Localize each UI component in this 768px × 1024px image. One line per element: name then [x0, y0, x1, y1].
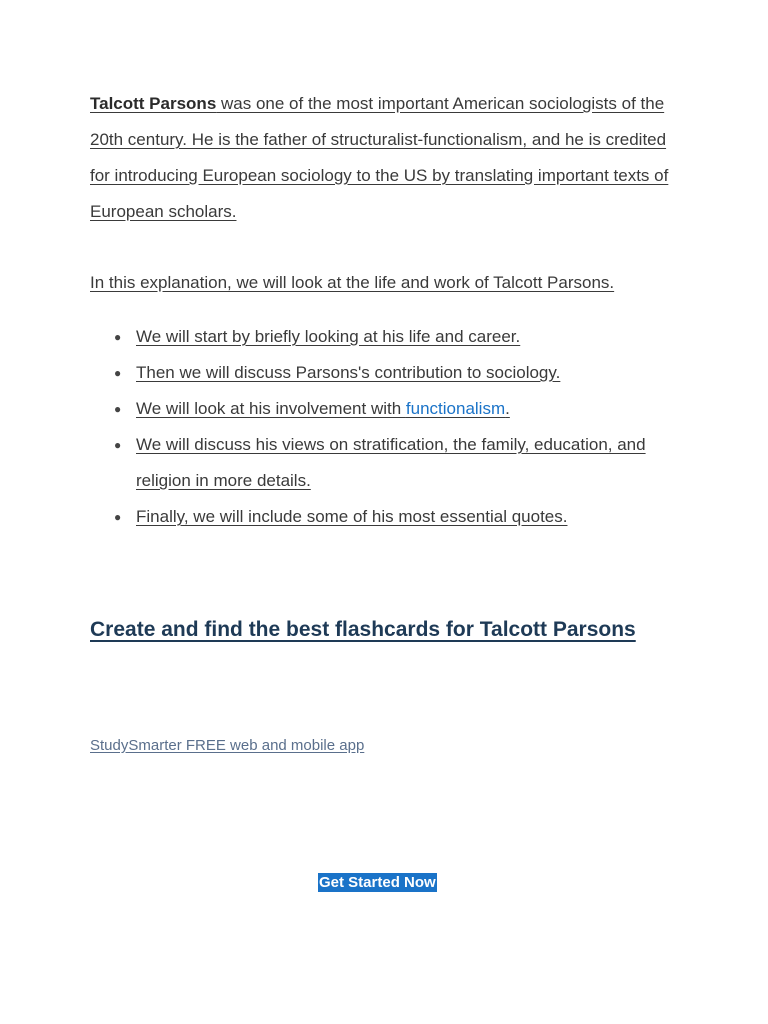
bullet-icon: ● — [114, 510, 122, 524]
bullet-icon: ● — [114, 330, 122, 344]
list-item — [90, 319, 690, 355]
list-item — [90, 355, 690, 391]
list-item-text: We will start by briefly looking at his life and career. — [136, 327, 521, 346]
list-item-text-start: We will look at his involvement with — [136, 399, 406, 418]
list-item-text — [136, 399, 510, 418]
intro-text: was one of the most important American sociologists of the 20th century. He is the father of structuralist-functionalism, and he is credited for introducing European sociology to the US by translating important texts of European scholars. — [90, 94, 669, 221]
bullet-icon: ● — [114, 438, 122, 452]
bullet-icon: ● — [114, 366, 122, 380]
subject-name: Talcott Parsons — [90, 94, 217, 113]
studysmarter-app-link[interactable]: StudySmarter FREE web and mobile app — [90, 737, 365, 754]
flashcards-heading[interactable]: Create and find the best flashcards for Talcott Parsons — [90, 618, 636, 641]
article-body — [90, 86, 690, 535]
intro-paragraph — [90, 86, 690, 230]
list-item — [90, 391, 690, 427]
list-item — [90, 427, 690, 499]
bullet-icon: ● — [114, 402, 122, 416]
list-item-text: We will discuss his views on stratification, the family, education, and religion in more details. — [136, 435, 646, 490]
list-item-text-end: . — [505, 399, 510, 418]
lead-paragraph: In this explanation, we will look at the life and work of Talcott Parsons. — [90, 273, 615, 292]
list-item-text: Finally, we will include some of his most essential quotes. — [136, 507, 568, 526]
outline-list — [90, 319, 690, 535]
list-item-text: Then we will discuss Parsons's contribution to sociology. — [136, 363, 561, 382]
functionalism-link[interactable]: functionalism — [405, 399, 506, 418]
get-started-button[interactable]: Get Started Now — [319, 874, 436, 891]
list-item — [90, 499, 690, 535]
